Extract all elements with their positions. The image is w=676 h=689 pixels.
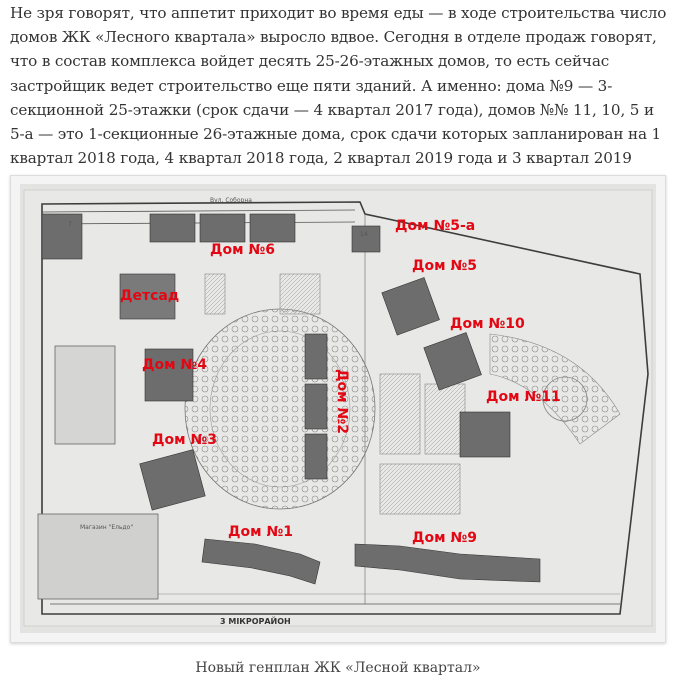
svg-text:7: 7 — [68, 221, 72, 228]
road-label: 3 МІКРОРАЙОН — [220, 617, 291, 626]
label-dom-11: Дом №11 — [486, 389, 561, 405]
site-plan-drawing — [20, 184, 656, 633]
store-label: Магазин "Ельдо" — [80, 524, 134, 531]
article-paragraph: Не зря говорят, что аппетит приходит во время еды — в ходе строительства число домов ЖК «Лесного квартала» выросло вдвое. Сегодня в отделе продаж говорят, что в состав комплекса войдет десять 25-26-этажных домов, то есть сейчас застройщик ведет строительство еще пяти зданий. А именно: дома №9 — 3-секционной 25-этажки (срок сдачи — 4 квартал 2017 года), домов №№ 11, 10, 5 и 5-а — это 1-секционные 26-этажные дома, срок сдачи которых запланирован на 1 квартал 2018 года, 4 квартал 2018 года, 2 квартал 2019 года и 3 квартал 2019 — [10, 4, 667, 168]
label-dom-9: Дом №9 — [412, 530, 477, 546]
label-dom-5: Дом №5 — [412, 258, 477, 274]
label-detsad: Детсад — [120, 288, 180, 304]
svg-text:14: 14 — [360, 231, 368, 238]
label-dom-3: Дом №3 — [152, 432, 217, 448]
label-dom-6: Дом №6 — [210, 242, 275, 258]
site-plan-figure — [10, 175, 666, 643]
street-top-label: Вул. Соборна — [210, 197, 252, 204]
label-dom-4: Дом №4 — [142, 357, 207, 373]
label-dom-5a: Дом №5-а — [395, 218, 476, 234]
site-plan-photo — [20, 184, 656, 633]
figure-caption: Новый генплан ЖК «Лесной квартал» — [195, 660, 481, 676]
label-dom-2: Дом №2 — [334, 369, 350, 434]
label-dom-1: Дом №1 — [228, 524, 293, 540]
label-dom-10: Дом №10 — [450, 316, 525, 332]
